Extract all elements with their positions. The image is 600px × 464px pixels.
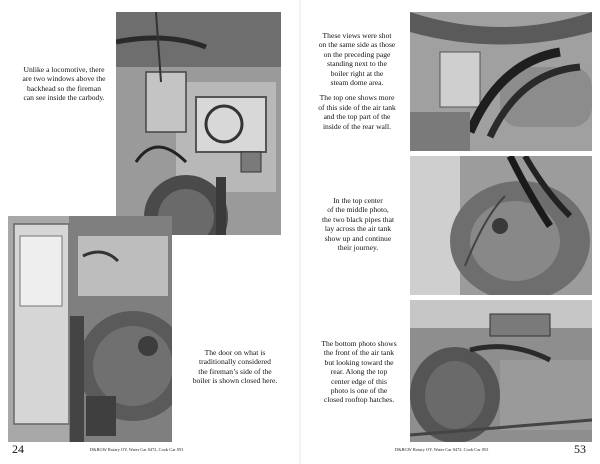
- right-caption-top: [306, 31, 408, 131]
- photo-air-tank-front: [410, 300, 592, 442]
- caption-line: on the same side as those: [318, 40, 396, 50]
- caption-line: steam dome area.: [330, 78, 384, 88]
- caption-line: backhead so the fireman: [26, 83, 101, 93]
- caption-line: Unlike a locomotive, there: [23, 65, 105, 74]
- photo-fireman-door: [8, 216, 172, 442]
- photo-backhead-windows: [116, 12, 281, 235]
- caption-line: on the preceding page: [323, 49, 391, 59]
- caption-line: The bottom photo shows: [321, 339, 397, 348]
- caption-line: the fireman’s side of the: [198, 366, 272, 376]
- caption-line: center edge of this: [331, 376, 387, 386]
- right-caption-middle: [308, 196, 408, 252]
- caption-line: the two black pipes that: [321, 214, 395, 224]
- caption-line: rear. Along the top: [330, 367, 388, 377]
- photo-air-tank-top: [410, 12, 592, 151]
- caption-line: standing next to the: [327, 59, 387, 69]
- caption-line: and the top part of the: [323, 112, 391, 122]
- caption-line: The door on what is: [204, 348, 266, 357]
- caption-line: photo is one of the: [330, 386, 388, 396]
- caption-line: are two windows above the: [22, 74, 106, 84]
- caption-line: These views were shot: [322, 31, 392, 40]
- caption-line: the front of the air tank: [323, 348, 395, 358]
- caption-line: boiler is shown closed here.: [192, 376, 278, 386]
- caption-line: closed rooftop hatches.: [323, 395, 395, 405]
- caption-line: The top one shows more: [319, 93, 395, 103]
- caption-line: their journey.: [337, 243, 379, 253]
- left-credit: D&RGW Rotary OY, Water Car 0472, Cook Car 053: [90, 447, 184, 452]
- page-gutter: [299, 0, 301, 464]
- right-credit: D&RGW Rotary OY, Water Car 0472, Cook Car 053: [395, 447, 489, 452]
- caption-line: but looking toward the: [324, 357, 394, 367]
- page-number-left: 24: [12, 442, 24, 456]
- caption-line: lay across the air tank: [324, 224, 392, 234]
- page-number-right: 53: [574, 442, 586, 456]
- caption-line: of this side of the air tank: [318, 102, 396, 112]
- left-caption-top: [14, 65, 114, 103]
- caption-line: inside of the rear wall.: [322, 121, 392, 131]
- right-caption-bottom: [310, 339, 408, 405]
- caption-line: can see inside the carbody.: [23, 93, 105, 103]
- caption-line: of the middle photo,: [327, 205, 389, 215]
- photo-air-tank-middle: [410, 156, 592, 295]
- caption-line: show up and continue: [324, 233, 392, 243]
- caption-line: traditionally considered: [199, 357, 271, 367]
- caption-line: boiler right at the: [330, 68, 384, 78]
- caption-line: In the top center: [333, 196, 383, 205]
- left-caption-bottom: [185, 348, 285, 386]
